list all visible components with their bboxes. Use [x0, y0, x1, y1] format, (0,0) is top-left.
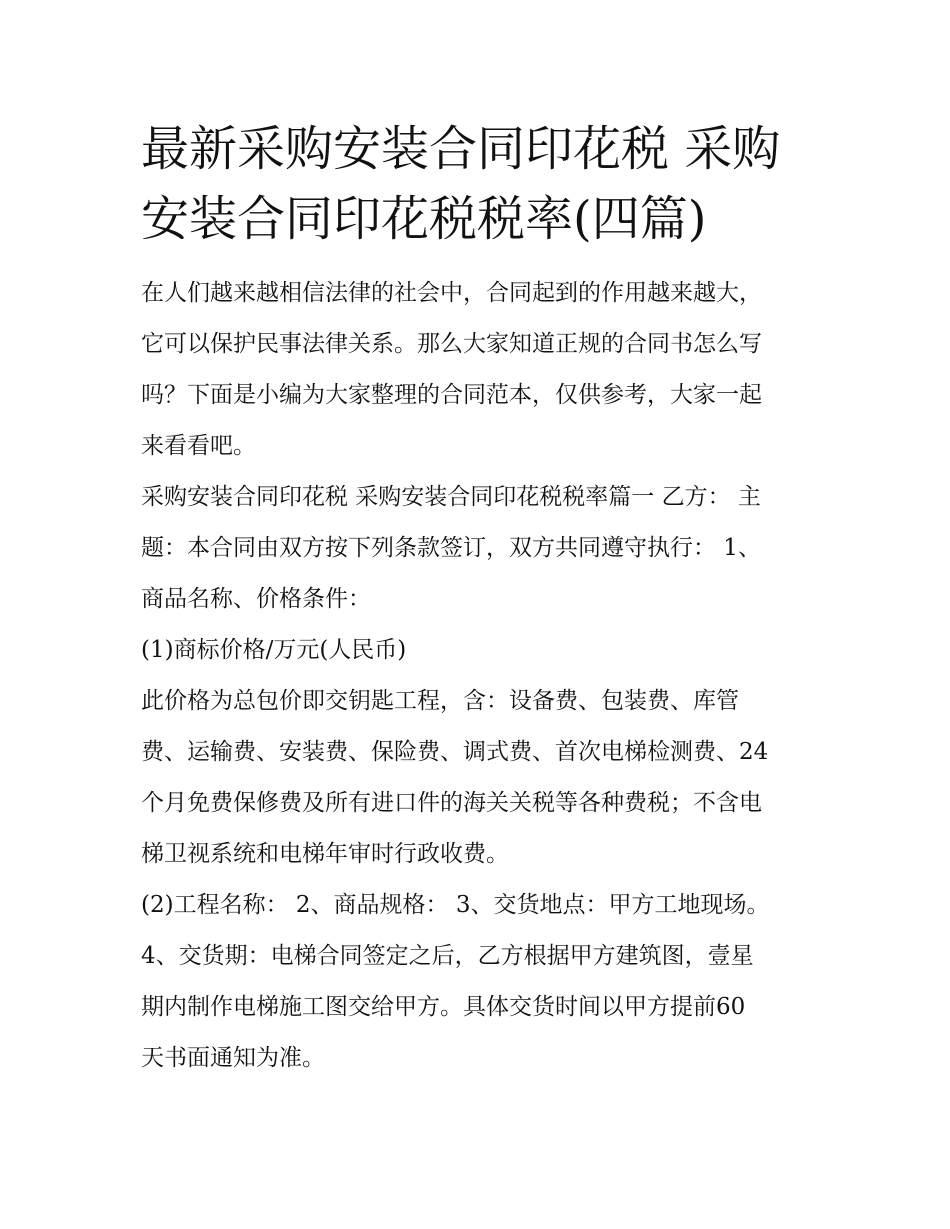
title-line: 最新采购安装合同印花税 采购 — [141, 121, 781, 177]
body-line: 期内制作电梯施工图交给甲方。具体交货时间以甲方提前60 — [141, 994, 746, 1020]
body-line: 题：本合同由双方按下列条款签订，双方共同遵守执行： 1、 — [141, 535, 761, 561]
body-line: 它可以保护民事法律关系。那么大家知道正规的合同书怎么写 — [141, 331, 762, 357]
body-line: 梯卫视系统和电梯年审时行政收费。 — [141, 841, 509, 867]
body-line: (2)工程名称： 2、商品规格： 3、交货地点：甲方工地现场。 — [141, 892, 770, 918]
document-title — [141, 114, 813, 254]
body-line: 在人们越来越相信法律的社会中，合同起到的作用越来越大， — [141, 280, 762, 306]
body-line: 个月免费保修费及所有进口件的海关关税等各种费税；不含电 — [141, 790, 762, 816]
body-line: 天书面通知为准。 — [141, 1045, 325, 1071]
title-line: 安装合同印花税税率(四篇) — [141, 191, 707, 247]
body-line: 此价格为总包价即交钥匙工程，含：设备费、包装费、库管 — [141, 688, 739, 714]
body-line: 商品名称、价格条件： — [141, 586, 371, 612]
body-line: 4、交货期：电梯合同签定之后，乙方根据甲方建筑图，壹星 — [141, 943, 754, 969]
body-line: 费、运输费、安装费、保险费、调式费、首次电梯检测费、24 — [141, 739, 769, 765]
body-line: 采购安装合同印花税 采购安装合同印花税税率篇一 乙方： 主 — [141, 484, 761, 510]
body-line: 吗？下面是小编为大家整理的合同范本，仅供参考，大家一起 — [141, 382, 762, 408]
document-body — [141, 268, 813, 1084]
document-content — [141, 114, 813, 1084]
body-line: 来看看吧。 — [141, 433, 256, 459]
body-line: (1)商标价格/万元(人民币) — [141, 637, 407, 663]
